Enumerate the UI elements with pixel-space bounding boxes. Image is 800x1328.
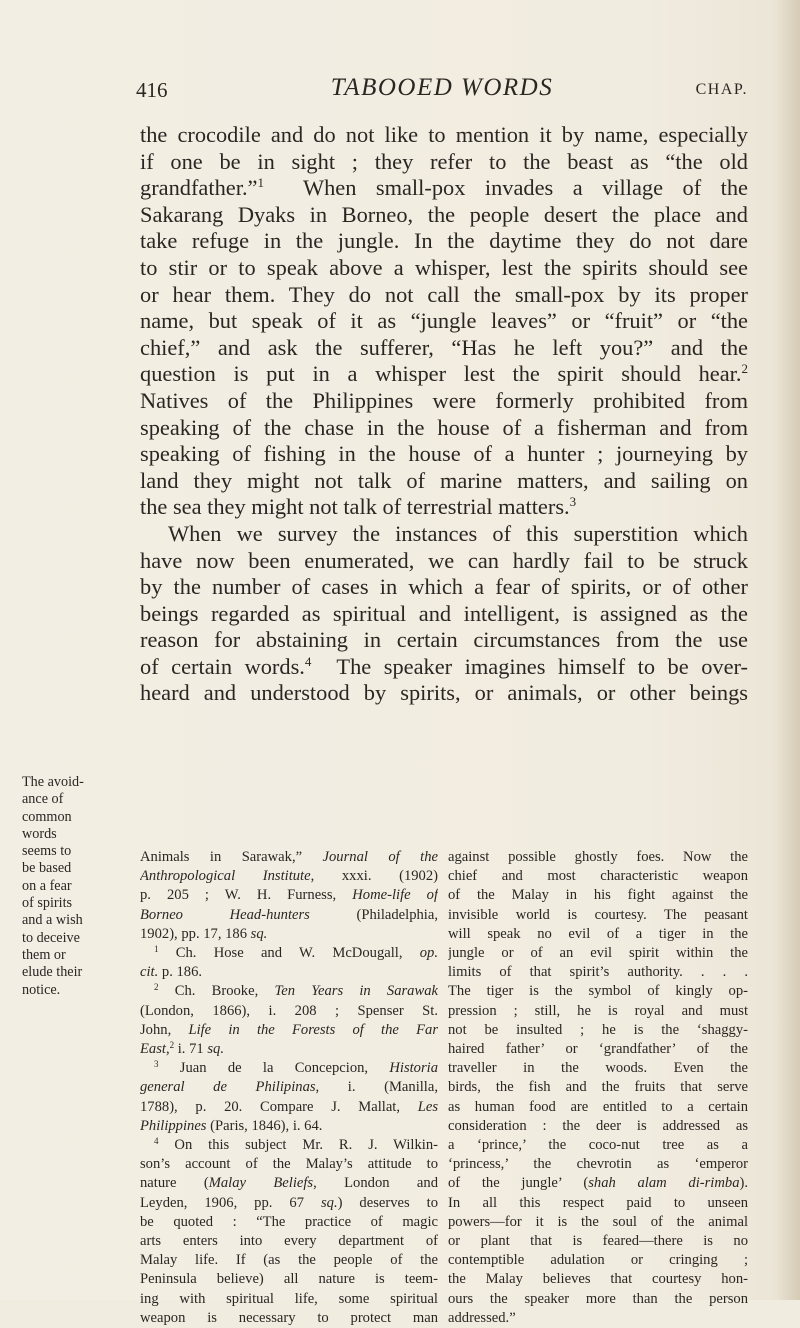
sidenote-line: words	[22, 825, 57, 842]
text-line: When we survey the instances of this superstition which	[168, 520, 748, 546]
footnote-line: John, Life in the Forests of the Far	[140, 1021, 438, 1038]
footnote-line: In all this respect paid to unseen	[448, 1194, 748, 1211]
sidenote-line: and a wish	[22, 912, 83, 929]
text-line: name, but speak of it as “jungle leaves” or “fruit” or “the	[140, 308, 748, 334]
text-line: speaking of fishing in the house of a hunter ; journeying by	[140, 441, 748, 467]
footnote-line: addressed.”	[448, 1309, 516, 1326]
footnote-line: arts enters into every department of	[140, 1233, 438, 1250]
footnote-line: the Malay believes that courtesy hon-	[448, 1271, 748, 1288]
footnote-line: Anthropological Institute, xxxi. (1902)	[140, 868, 438, 885]
footnote-line: Borneo Head-hunters (Philadelphia,	[140, 906, 438, 923]
sidenote-line: elude their	[22, 964, 83, 981]
footnote-ref: 3	[569, 494, 577, 510]
footnote-line: jungle or of an evil spirit within the	[448, 945, 748, 962]
main-text	[140, 122, 748, 707]
footnote-line: The tiger is the symbol of kingly op-	[448, 983, 748, 1000]
text-line: of certain words.$^4$ The speaker imagines himself to be over-	[140, 653, 748, 679]
sidenote-line: to deceive	[22, 929, 80, 946]
footnote-line: as human food are entitled to a certain	[448, 1098, 748, 1115]
footnote-line: not be insulted ; he is the ‘shaggy-	[448, 1021, 748, 1038]
footnotes-right-column	[448, 848, 748, 1328]
footnote-line: cit. p. 186.	[140, 964, 203, 981]
text-line: if one be in sight ; they refer to the beast as “the old	[140, 148, 748, 174]
text-line: to stir or to speak above a whisper, lest the spirits should see	[140, 254, 748, 280]
footnote-line: East,$^2$ i. 71 sq.	[140, 1040, 224, 1058]
footnote-ref: 1	[257, 175, 264, 191]
running-title: TABOOED WORDS	[330, 74, 554, 101]
text-line: the sea they might not talk of terrestrial matters.$^3$	[140, 494, 577, 520]
footnote-line: Philippines (Paris, 1846), i. 64.	[140, 1117, 323, 1134]
footnotes-left-column	[140, 848, 438, 1328]
sidenote-line: them or	[22, 946, 66, 963]
sidenote-line: notice.	[22, 981, 61, 998]
footnote-line: $^1$ Ch. Hose and W. McDougall, op.	[154, 944, 438, 962]
text-line: or hear them. They do not call the small-pox by its proper	[140, 281, 748, 307]
footnote-ref: 4	[304, 653, 312, 669]
text-line: question is put in a whisper lest the spirit should hear.$^2$	[140, 361, 748, 387]
footnote-line: Peninsula believe) all nature is teem-	[140, 1271, 438, 1288]
footnote-ref: 2	[741, 361, 748, 377]
text-line: heard and understood by spirits, or animals, or other beings	[140, 680, 748, 706]
text-line: chief,” and ask the sufferer, “Has he left you?” and the	[140, 334, 748, 360]
footnote-line: be quoted : “The practice of magic	[140, 1213, 438, 1230]
text-line: have now been enumerated, we can hardly fail to be struck	[140, 547, 748, 573]
footnote-line: p. 205 ; W. H. Furness, Home-life of	[140, 887, 438, 904]
footnote-line: limits of that spirit’s authority. . . .	[448, 964, 748, 981]
text-line: by the number of cases in which a fear of spirits, or of other	[140, 574, 748, 600]
sidenote-line: seems to	[22, 843, 72, 860]
footnote-line: a ‘prince,’ the coco-nut tree as a	[448, 1137, 748, 1154]
footnote-line: $^4$ On this subject Mr. R. J. Wilkin-	[154, 1136, 438, 1154]
text-line: speaking of the chase in the house of a fisherman and from	[140, 414, 748, 440]
footnote-line: of the Malay in his fight against the	[448, 887, 748, 904]
footnote-line: will speak no evil of a tiger in the	[448, 925, 748, 942]
footnote-line: Malay life. If (as the people of the	[140, 1252, 438, 1269]
footnote-line: of the jungle’ (shah alam di-rimba).	[448, 1175, 748, 1192]
footnote-line: ‘princess,’ the chevrotin as ‘emperor	[448, 1156, 748, 1173]
footnote-line: general de Philipinas, i. (Manilla,	[140, 1079, 438, 1096]
footnote-line: chief and most characteristic weapon	[448, 868, 748, 885]
footnote-line: $^3$ Juan de la Concepcion, Historia	[154, 1059, 438, 1077]
sidenote-line: of spirits	[22, 895, 73, 912]
footnote-line: 1902), pp. 17, 186 sq.	[140, 925, 268, 942]
text-line: land they might not talk of marine matters, and sailing on	[140, 467, 748, 493]
footnote-line: contemptible adulation or cringing ;	[448, 1252, 748, 1269]
footnote-line: ing with spiritual life, some spiritual	[140, 1290, 438, 1307]
page-number: 416	[136, 78, 168, 102]
footnote-line: traveller in the woods. Even the	[448, 1060, 748, 1077]
footnote-line: or plant that is feared—there is no	[448, 1233, 748, 1250]
text-line: beings regarded as spiritual and intelligent, is assigned as the	[140, 600, 748, 626]
footnote-line: consideration : the deer is addressed as	[448, 1117, 748, 1134]
footnote-line: haired father’ or ‘grandfather’ of the	[448, 1041, 748, 1058]
footnote-line: against possible ghostly foes. Now the	[448, 849, 748, 865]
footnote-line: $^2$ Ch. Brooke, Ten Years in Sarawak	[154, 982, 438, 1000]
running-header	[136, 72, 748, 112]
footnote-line: Leyden, 1906, pp. 67 sq.) deserves to	[140, 1194, 438, 1211]
footnote-line: ours the speaker more than the person	[448, 1290, 748, 1307]
sidenote-line: be based	[22, 860, 72, 877]
footnote-line: 1788), p. 20. Compare J. Mallat, Les	[140, 1098, 438, 1115]
footnote-line: birds, the fish and the fruits that serve	[448, 1079, 748, 1096]
text-line: Natives of the Philippines were formerly prohibited from	[140, 387, 748, 413]
text-line: the crocodile and do not like to mention it by name, especially	[140, 122, 748, 147]
sidenote-line: on a fear	[22, 877, 72, 894]
marginal-sidenote	[22, 774, 126, 999]
chapter-label: CHAP.	[695, 81, 748, 98]
footnote-line: son’s account of the Malay’s attitude to	[140, 1156, 438, 1173]
sidenote-line: ance of	[22, 791, 64, 808]
sidenote-line: common	[22, 808, 72, 825]
footnote-line: weapon is necessary to protect man	[140, 1309, 438, 1326]
footnote-line: (London, 1866), i. 208 ; Spenser St.	[140, 1002, 438, 1019]
text-line: reason for abstaining in certain circumstances from the use	[140, 627, 748, 653]
sidenote-line: The avoid-	[22, 774, 84, 790]
page-edge-shadow	[776, 0, 800, 1300]
footnote-line: Animals in Sarawak,” Journal of the	[140, 849, 438, 865]
footnote-line: invisible world is courtesy. The peasant	[448, 906, 748, 923]
text-line: Sakarang Dyaks in Borneo, the people desert the place and	[140, 201, 748, 227]
footnote-line: pression ; still, he is royal and must	[448, 1002, 748, 1019]
footnote-line: powers—for it is the soul of the animal	[448, 1213, 748, 1230]
footnote-line: nature (Malay Beliefs, London and	[140, 1175, 438, 1192]
text-line: take refuge in the jungle. In the daytime they do not dare	[140, 228, 748, 254]
text-line: grandfather.”$^1$ When small-pox invades a village of the	[140, 175, 748, 201]
